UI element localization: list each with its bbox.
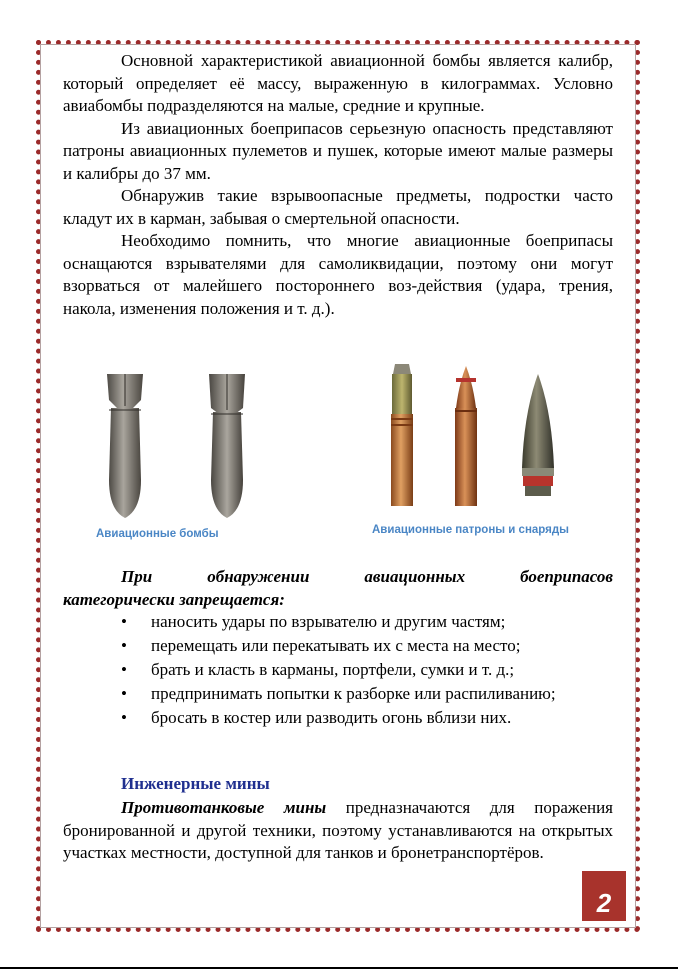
munitions-illustrations <box>63 360 613 550</box>
warning-colon: : <box>279 589 285 609</box>
list-item: • предпринимать попытки к разборке или распиливанию; <box>63 683 613 706</box>
page-number: 2 <box>596 888 612 918</box>
aviation-projectile-image <box>518 372 558 502</box>
mines-heading: Инженерные мины <box>121 774 270 793</box>
list-item: • бросать в костер или разводить огонь вблизи них. <box>63 707 613 730</box>
shells-caption: Авиационные патроны и снаряды <box>372 524 569 536</box>
warning-emphasis: категорически запрещается <box>63 589 280 609</box>
aviation-cartridge-image <box>451 364 481 510</box>
intro-text <box>63 50 613 320</box>
warning-line-1: При обнаружении авиационных боеприпасов <box>121 567 613 586</box>
list-item: • наносить удары по взрывателю и другим частям; <box>63 611 613 634</box>
list-item: • брать и класть в карманы, портфели, сумки и т. д.; <box>63 659 613 682</box>
aviation-bomb-image <box>205 370 249 520</box>
mines-paragraph <box>63 797 613 865</box>
mines-text <box>63 797 613 865</box>
bottom-divider <box>0 967 678 969</box>
aviation-bomb-image <box>101 370 149 520</box>
warning-line-2 <box>63 589 613 612</box>
page-number-badge <box>582 871 626 921</box>
mines-body: предназначаются для поражения бронированной и другой техники, поэтому устанавливаются на открытых участках местности, доступной для танков и бронетранспортёров. <box>63 798 613 862</box>
prohibitions-list <box>63 611 613 730</box>
list-item: • перемещать или перекатывать их с места на место; <box>63 635 613 658</box>
aviation-cartridge-image <box>385 360 419 510</box>
paragraph-2: Из авиационных боеприпасов серьезную опасность представляют патроны авиационных пулеметов и пушек, которые имеют малые размеры и калибры до 37 мм. <box>63 118 613 183</box>
prohibitions-section <box>63 566 613 731</box>
paragraph-4: Необходимо помнить, что многие авиационные боеприпасы оснащаются взрывателями для самоликвидации, поэтому они могут взорваться от малейшего постороннего воз-действия (удара, трения, накола, изменения положения и т. д.). <box>63 231 613 318</box>
paragraph-3: Обнаружив такие взрывоопасные предметы, подростки часто кладут их в карман, забывая о смертельной опасности. <box>63 186 613 228</box>
paragraph-1: Основной характеристикой авиационной бомбы является калибр, который определяет её массу, выраженную в килограммах. Условно авиабомбы подразделяются на малые, средние и крупные. <box>63 51 613 115</box>
mines-lead: Противотанковые мины <box>121 798 327 817</box>
bombs-caption: Авиационные бомбы <box>96 528 219 540</box>
